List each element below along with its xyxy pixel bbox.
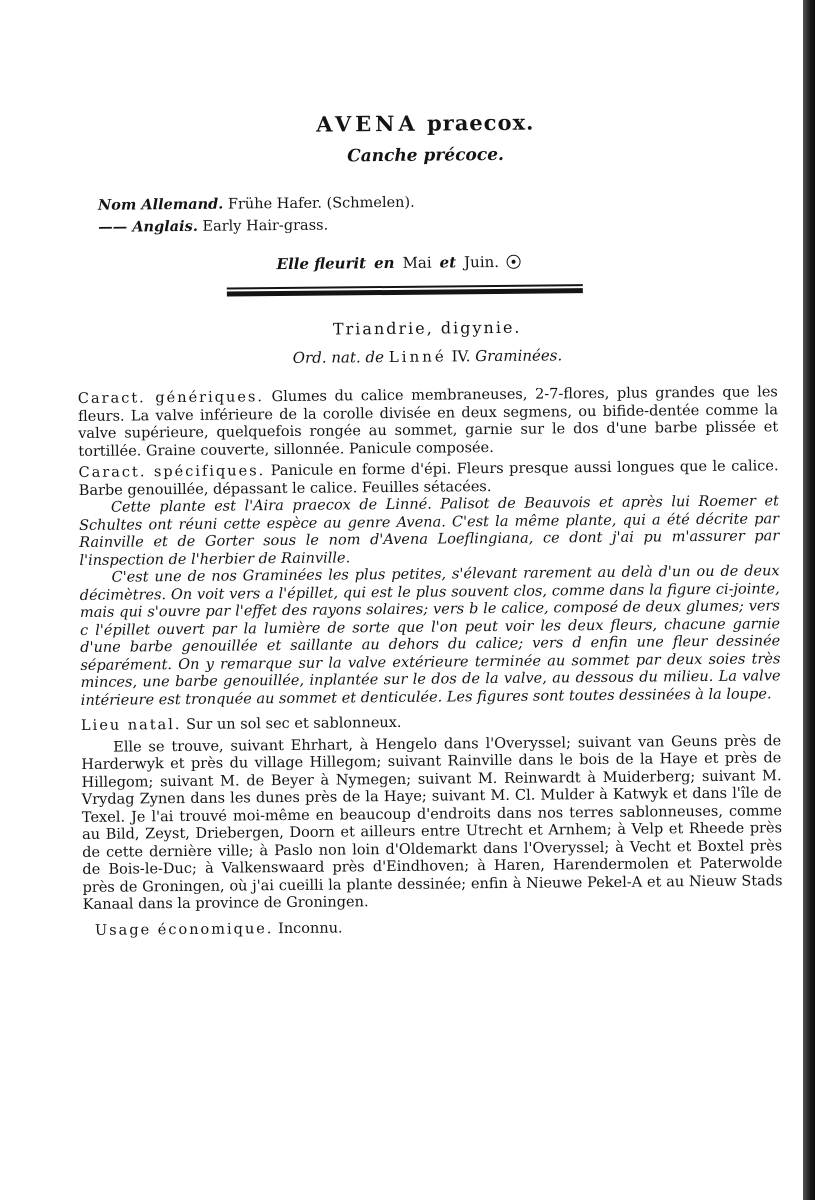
title-genus: AVENA [316,110,419,137]
economic-use-text: Inconnu. [277,919,343,937]
german-name-value: Frühe Hafer. (Schmelen). [227,194,415,213]
double-rule-divider [227,284,583,296]
vernacular-names [98,188,776,239]
english-name-label: —— Anglais. [98,217,198,236]
english-name-value: Early Hair-grass. [202,217,329,235]
generic-characters-text: Glumes du calice membraneuses, 2-7-flores, plus grandes que les fleurs. La valve inférieure de la corolle divisée en deux segmens, ou bifide-dentée comme la valve supérieure, quelquefois rongée au sommet, garnie sur le dos d'une barbe plissée et tortillée. Graine couverte, sillonnée. Panicule composée. [77,384,779,460]
title-species: praecox. [426,109,535,136]
economic-use-head: Usage économique. [94,920,274,939]
document-page [75,93,783,938]
generic-characters-head: Caract. génériques. [77,389,265,407]
linnaean-class: Triandrie, digynie. [332,317,522,339]
native-habitat-text: Sur un sol sec et sablonneux. [186,714,402,733]
flowering-text-b: en [373,253,395,273]
german-name-label: Nom Allemand. [97,195,224,214]
native-habitat-head: Lieu natal. [80,717,182,734]
specific-characters-text: Panicule en forme d'épi. Fleurs presque aussi longues que le calice. Barbe genouillée, dépassant le calice. Feuilles sétacées. [78,458,779,499]
ordre-label: Ord. nat. de [292,348,385,367]
natural-order [77,344,777,369]
ordre-linne: Linné [388,347,447,366]
flowering-text-d: et [439,253,457,272]
economic-use [95,916,783,939]
specific-characters-head: Caract. spécifiques. [78,463,266,481]
flowering-line [276,250,776,273]
page-title [75,107,775,139]
generic-characters [78,384,779,461]
ordre-num: IV. [451,347,471,366]
synonymy-note: Cette plante est l'Aira praecox de Linné. Palisot de Beauvois et après lui Roemer et Schultes ont réuni cette espèce au genre Avena. C'est la même plante, qui a été décrite par Rainville et de Gorter sous le nom d'Avena Loeflingiana, ce dont j'ai pu m'assurer par l'inspection de l'herbier de Rainville. [79,493,780,569]
flowering-text-e: Juin. [464,252,500,272]
annual-symbol-icon [507,255,521,269]
distribution-text: Elle se trouve, suivant Ehrhart, à Hengelo dans l'Overyssel; suivant van Geuns près de Harderwyk et près du village Hillegom; suivant Rainville dans le bois de la Haye et près de Hillegom; suivant M. de Beyer à Nymegen; suivant M. Reinwardt à Muiderberg; suivant M. Vrydag Zynen dans les dunes près de la Haye; suivant M. Cl. Mulder à Katwyk et dans l'île de Texel. Je l'ai trouvé moi-même en beaucoup d'endroits dans nos terres sablonneuses, comme au Bild, Zeyst, Driebergen, Doorn et ailleurs entre Utrecht et Arnhem; à Velp et Rheede près de cette dernière ville; à Paslo non loin d'Oldemarkt dans l'Overyssel; à Vecht et Boxtel près de Bois-le-Duc; à Valkenswaard près d'Eindhoven; à Haren, Harendermolen et Paterwolde près de Groningen, où j'ai cueilli la plante dessinée; enfin à Nieuwe Pekel-A et au Nieuw Stads Kanaal dans la province de Groningen. [81,732,783,913]
flowering-text-c: Mai [402,253,432,272]
page-binding-edge [803,0,815,1200]
native-habitat [81,711,781,735]
figure-description: C'est une de nos Graminées les plus petites, s'élevant rarement au delà d'un ou de deux décimètres. On voit vers a l'épillet, qui est le plus souvent clos, comme dans la figure ci-jointe, mais qui s'ouvre par l'effet des rayons solaires; vers b le calice, composé de deux glumes; vers c l'épillet ouvert par la lumière de sorte que l'on peut voir les deux fleurs, chacune garnie d'une barbe genouillée et saillante au dehors du calice; vers d enfin une fleur dessinée séparément. On y remarque sur la valve extérieure terminée au sommet par deux soies très minces, une barbe genouillée, inplantée sur le dos de la valve, au dessous du milieu. La valve intérieure est tronquée au sommet et denticulée. Les figures sont toutes dessinées à la loupe. [79,563,781,709]
flowering-text-a: Elle fleurit [276,254,367,274]
ordre-family: Graminées. [475,346,563,366]
page-subtitle: Canche précoce. [347,144,505,167]
